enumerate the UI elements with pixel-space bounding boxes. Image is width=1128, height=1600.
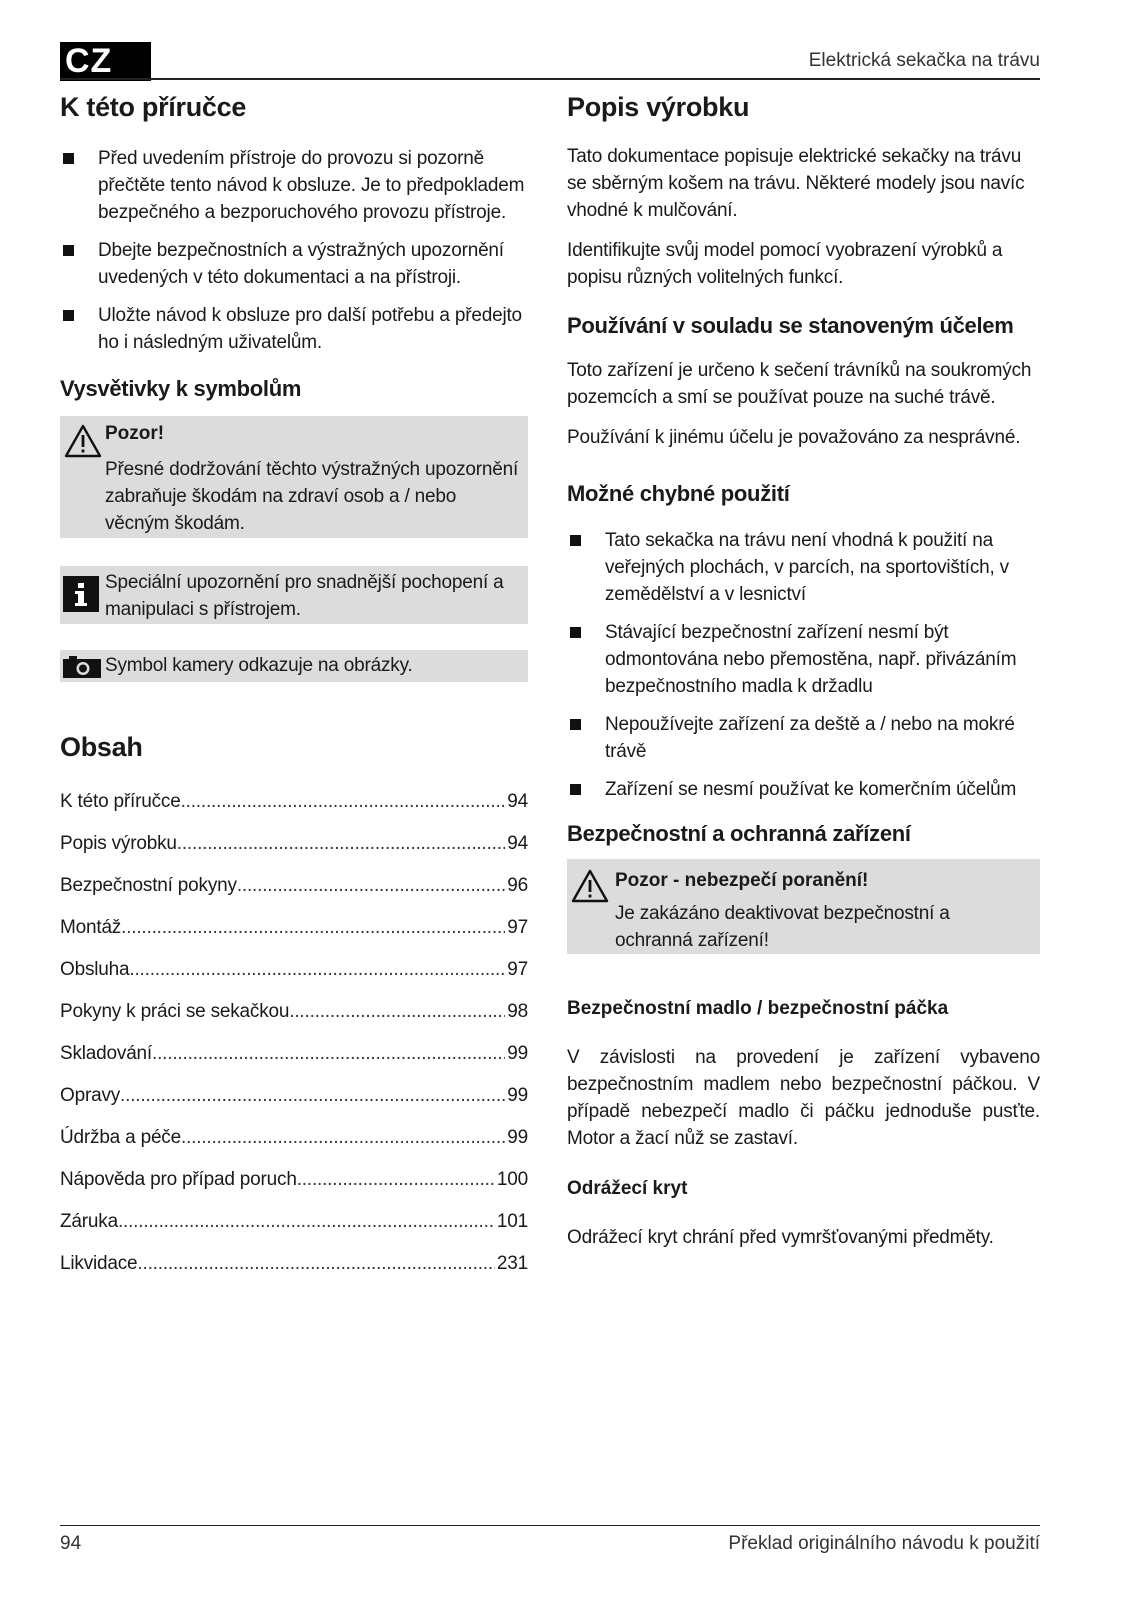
toc-row[interactable]: [60, 1201, 528, 1243]
list-item: Stávající bezpečnostní zařízení nesmí být odmontována nebo přemostěna, např. přivázáním bezpečnostního madla k držadlu: [567, 619, 1040, 700]
heading-deflector: Odrážecí kryt: [567, 1178, 688, 1199]
toc-row[interactable]: [60, 1033, 528, 1075]
toc-title: Obsluha: [60, 959, 130, 980]
toc-page: 96: [507, 875, 528, 896]
toc-row[interactable]: [60, 823, 528, 865]
list-item: Nepoužívejte zařízení za deště a / nebo na mokré trávě: [567, 711, 1040, 765]
toc-page: 99: [507, 1127, 528, 1148]
page-number: 94: [60, 1533, 82, 1554]
toc-title: Likvidace: [60, 1253, 138, 1274]
heading-symbols: Vysvětivky k symbolům: [60, 376, 302, 401]
warning-triangle-icon: [64, 424, 102, 458]
safety-handle-paragraph: V závislosti na provedení je zařízení vybaveno bezpečnostním madlem nebo bezpečnostní páčkou. V případě nebezpečí madlo či páčku jednoduše pusťte. Motor a žací nůž se zastaví.: [567, 1047, 1040, 1149]
misuse-bullet-list: [567, 527, 1040, 803]
danger-description: Je zakázáno deaktivovat bezpečnostní a ochranná zařízení!: [615, 903, 950, 951]
toc-title: Záruka: [60, 1211, 118, 1232]
footer-divider: [60, 1525, 1040, 1526]
toc-page: 101: [496, 1211, 528, 1232]
toc-row[interactable]: [60, 1243, 528, 1285]
intended-paragraph-1: Toto zařízení je určeno k sečení trávníků na soukromých pozemcích a smí se používat pouze na suché trávě.: [567, 360, 1032, 408]
camera-description: Symbol kamery odkazuje na obrázky.: [105, 655, 413, 676]
list-item: Tato sekačka na trávu není vhodná k použití na veřejných plochách, v parcích, na sportovištích, v zemědělství a v lesnictví: [567, 527, 1040, 608]
left-column: [60, 92, 528, 1285]
toc-page: 100: [496, 1169, 528, 1190]
warning-symbol-box: [60, 416, 528, 538]
heading-product-description: Popis výrobku: [567, 92, 750, 122]
toc-page: 97: [507, 917, 528, 938]
list-item: Zařízení se nesmí používat ke komerčním účelům: [567, 776, 1040, 803]
toc-page: 99: [507, 1043, 528, 1064]
toc-page: 94: [507, 791, 528, 812]
manual-bullet-list: [60, 145, 528, 356]
toc-row[interactable]: [60, 1075, 528, 1117]
toc-row[interactable]: [60, 1117, 528, 1159]
camera-icon: [63, 656, 101, 678]
toc-title: K této příručce: [60, 791, 181, 812]
toc-page: 98: [507, 1001, 528, 1022]
toc-title: Bezpečnostní pokyny: [60, 875, 237, 896]
toc-page: 231: [496, 1253, 528, 1274]
info-description: Speciální upozornění pro snadnější pochopení a manipulaci s přístrojem.: [105, 572, 504, 620]
product-paragraph-1: Tato dokumentace popisuje elektrické sekačky na trávu se sběrným košem na trávu. Některé modely jsou navíc vhodné k mulčování.: [567, 146, 1025, 221]
toc-page: 99: [507, 1085, 528, 1106]
heading-safety-devices: Bezpečnostní a ochranná zařízení: [567, 821, 911, 846]
deflector-paragraph: Odrážecí kryt chrání před vymršťovanými předměty.: [567, 1227, 994, 1248]
heading-contents: Obsah: [60, 732, 143, 762]
list-item: Dbejte bezpečnostních a výstražných upozornění uvedených v této dokumentaci a na přístroji.: [60, 237, 528, 291]
list-item: Před uvedením přístroje do provozu si pozorně přečtěte tento návod k obsluze. Je to předpokladem bezpečného a bezporuchového provozu přístroje.: [60, 145, 528, 226]
table-of-contents: [60, 781, 528, 1285]
heading-possible-misuse: Možné chybné použití: [567, 481, 790, 506]
toc-title: Opravy: [60, 1085, 121, 1106]
footer-text: Překlad originálního návodu k použití: [728, 1533, 1040, 1554]
document-title: Elektrická sekačka na trávu: [808, 50, 1040, 71]
toc-title: Údržba a péče: [60, 1127, 181, 1148]
toc-row[interactable]: [60, 907, 528, 949]
toc-page: 94: [507, 833, 528, 854]
camera-symbol-box: [60, 650, 528, 682]
warning-description: Přesné dodržování těchto výstražných upozornění zabraňuje škodám na zdraví osob a / nebo věcným škodám.: [105, 459, 519, 534]
toc-row[interactable]: [60, 949, 528, 991]
toc-row[interactable]: [60, 865, 528, 907]
toc-title: Montáž: [60, 917, 122, 938]
intended-paragraph-2: Používání k jinému účelu je považováno za nesprávné.: [567, 427, 1021, 448]
toc-page: 97: [507, 959, 528, 980]
list-item: Uložte návod k obsluze pro další potřebu a předejto ho i následným uživatelům.: [60, 302, 528, 356]
info-symbol-box: [60, 566, 528, 624]
toc-row[interactable]: [60, 1159, 528, 1201]
header-divider: [60, 78, 1040, 80]
language-badge: CZ: [60, 42, 151, 81]
toc-title: Skladování: [60, 1043, 153, 1064]
warning-title: Pozor!: [105, 423, 165, 444]
toc-title: Pokyny k práci se sekačkou: [60, 1001, 290, 1022]
heading-safety-handle: Bezpečnostní madlo / bezpečnostní páčka: [567, 998, 949, 1019]
info-icon: [63, 576, 99, 612]
right-column: [567, 92, 1040, 1251]
danger-warning-box: [567, 859, 1040, 954]
heading-about-manual: K této příručce: [60, 92, 247, 122]
toc-row[interactable]: [60, 781, 528, 823]
danger-title: Pozor - nebezpečí poranění!: [615, 870, 869, 891]
heading-intended-use: Používání v souladu se stanoveným účelem: [567, 313, 1014, 338]
toc-title: Nápověda pro případ poruch: [60, 1169, 297, 1190]
product-paragraph-2: Identifikujte svůj model pomocí vyobrazení výrobků a popisu různých volitelných funkcí.: [567, 240, 1003, 288]
warning-triangle-icon: [571, 869, 609, 903]
toc-row[interactable]: [60, 991, 528, 1033]
toc-title: Popis výrobku: [60, 833, 177, 854]
